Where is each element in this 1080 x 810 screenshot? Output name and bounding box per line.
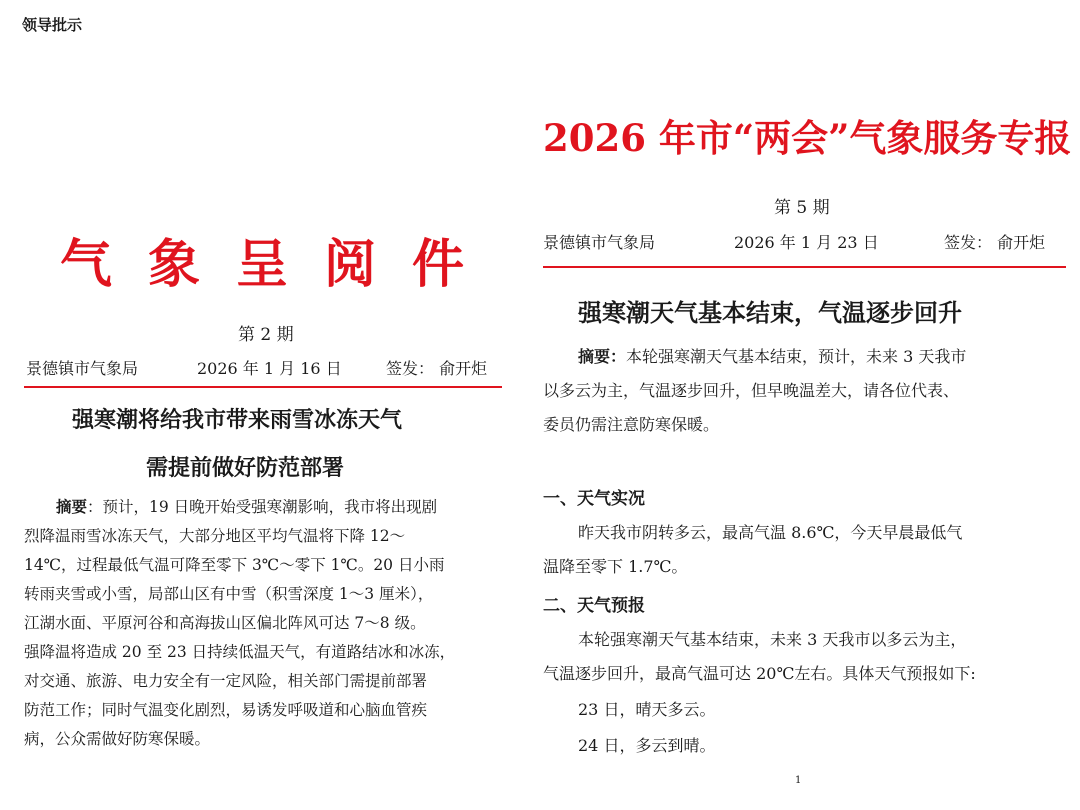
left-summary-paragraph xyxy=(24,492,494,754)
left-headline-line-1: 强寒潮将给我市带来雨雪冰冻天气 xyxy=(72,407,403,433)
right-section-2-line: 本轮强寒潮天气基本结束，未来 3 天我市以多云为主， xyxy=(578,630,967,649)
right-section-1-line: 昨天我市阴转多云，最高气温 8.6℃，今天早晨最低气 xyxy=(578,523,963,542)
left-summary-line: 强降温将造成 20 至 23 日持续低温天气，有道路结冰和冰冻， xyxy=(24,643,456,661)
right-summary-label: 摘要： xyxy=(578,347,627,366)
right-section-1-line: 温降至零下 1.7℃。 xyxy=(543,557,688,576)
right-forecast-day: 23 日，晴天多云。 xyxy=(578,700,716,719)
right-section-2-line: 气温逐步回升，最高气温可达 20℃左右。具体天气预报如下: xyxy=(543,664,976,683)
right-section-1-heading: 一、天气实况 xyxy=(543,489,645,509)
left-summary-label: 摘要 xyxy=(56,497,88,516)
right-summary-line: 以多云为主，气温逐步回升，但早晚温差大，请各位代表、 xyxy=(543,381,960,400)
left-summary-line: 病，公众需做好防寒保暖。 xyxy=(24,730,211,748)
left-summary-line: 转雨夹雪或小雪，局部山区有中雪（积雪深度 1～3 厘米）， xyxy=(24,585,434,603)
left-issue-date: 2026 年 1 月 16 日 xyxy=(197,359,342,378)
right-doc-title: 2026 年市“两会”气象服务专报 xyxy=(543,116,1072,160)
right-summary-line xyxy=(578,344,966,367)
right-summary-text: 本轮强寒潮天气基本结束，预计，未来 3 天我市 xyxy=(626,347,967,366)
left-doc-title: 气象呈阅件 xyxy=(60,234,501,295)
left-issuing-org: 景德镇市气象局 xyxy=(26,359,139,378)
left-summary-line: 14℃，过程最低气温可降至零下 3℃～零下 1℃。20 日小雨 xyxy=(24,556,445,574)
left-red-divider xyxy=(24,386,502,388)
left-summary-text: ：预计，19 日晚开始受强寒潮影响，我市将出现剧 xyxy=(87,498,438,516)
page-number: 1 xyxy=(795,775,802,786)
left-summary-line: 江湖水面、平原河谷和高海拔山区偏北阵风可达 7～8 级。 xyxy=(24,614,426,632)
right-red-divider xyxy=(543,266,1066,268)
right-signer: 签发： 俞开炬 xyxy=(944,233,1046,252)
left-headline-line-2: 需提前做好防范部署 xyxy=(146,455,345,481)
left-signer: 签发： 俞开炬 xyxy=(386,359,488,378)
right-section-2-heading: 二、天气预报 xyxy=(543,596,645,616)
right-summary-line: 委员仍需注意防寒保暖。 xyxy=(543,415,720,434)
leader-instruction-label: 领导批示 xyxy=(22,16,83,34)
right-issuing-org: 景德镇市气象局 xyxy=(543,233,656,252)
left-summary-line: 烈降温雨雪冰冻天气，大部分地区平均气温将下降 12～ xyxy=(24,527,406,545)
right-issue-date: 2026 年 1 月 23 日 xyxy=(734,233,879,252)
left-summary-line xyxy=(24,492,494,522)
left-summary-line: 对交通、旅游、电力安全有一定风险，相关部门需提前部署 xyxy=(24,672,428,690)
left-issue-number: 第 2 期 xyxy=(238,325,294,345)
right-forecast-day: 24 日，多云到晴。 xyxy=(578,736,716,755)
right-headline: 强寒潮天气基本结束，气温逐步回升 xyxy=(578,298,962,327)
left-summary-line: 防范工作；同时气温变化剧烈，易诱发呼吸道和心脑血管疾 xyxy=(24,701,428,719)
right-issue-number: 第 5 期 xyxy=(774,198,830,218)
